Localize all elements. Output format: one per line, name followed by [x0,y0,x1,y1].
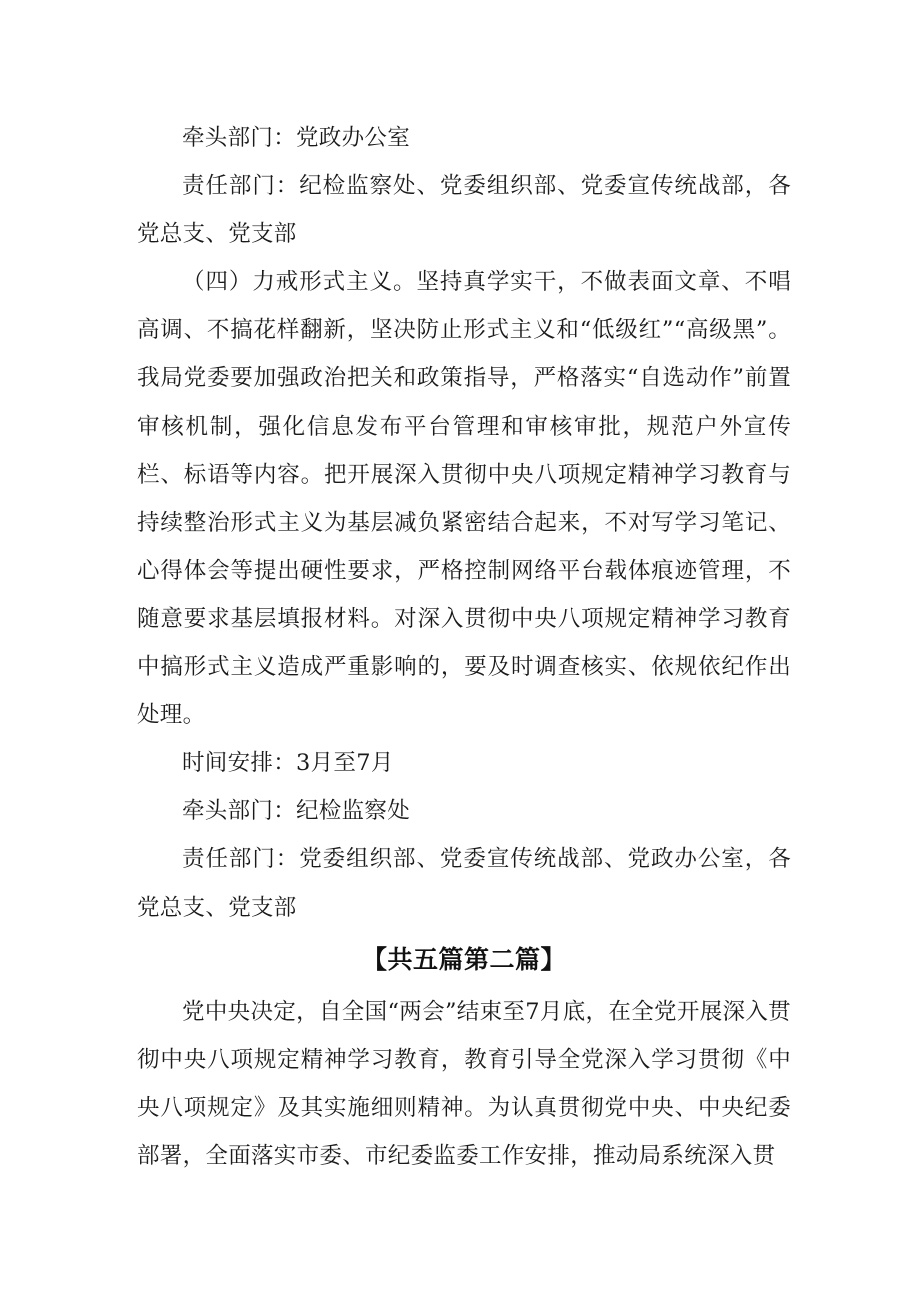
document-body [137,114,791,1180]
schedule-line: 时间安排：3月至7月 [182,750,394,777]
lead-department-line: 牵头部门：党政办公室 [182,125,411,151]
responsible-department-line: 责任部门：纪检监察处、党委组织部、党委宣传统战部，各党总支、党支部 [137,173,791,248]
responsible-department-line-2: 责任部门：党委组织部、党委宣传统战部、党政办公室，各党总支、党支部 [137,846,791,921]
section-four-paragraph: （四）力戒形式主义。坚持真学实干，不做表面文章、不唱高调、不搞花样翻新，坚决防止形式主义和“低级红”“高级黑”。我局党委要加强政治把关和政策指导，严格落实“自选动作”前置审核机制，强化信息发布平台管理和审核审批，规范户外宣传栏、标语等内容。把开展深入贯彻中央八项规定精神学习教育与持续整治形式主义为基层减负紧密结合起来，不对写学习笔记、心得体会等提出硬性要求，严格控制网络平台载体痕迹管理，不随意要求基层填报材料。对深入贯彻中央八项规定精神学习教育中搞形式主义造成严重影响的，要及时调查核实、依规依纪作出处理。 [137,269,791,729]
intro-paragraph: 党中央决定，自全国“两会”结束至7月底，在全党开展深入贯彻中央八项规定精神学习教育，教育引导全党深入学习贯彻《中央八项规定》及其实施细则精神。为认真贯彻党中央、中央纪委部署，全面落实市委、市纪委监委工作安排，推动局系统深入贯 [137,998,791,1169]
section-heading: 【共五篇第二篇】 [361,944,566,974]
lead-department-line-2: 牵头部门：纪检监察处 [182,798,411,825]
